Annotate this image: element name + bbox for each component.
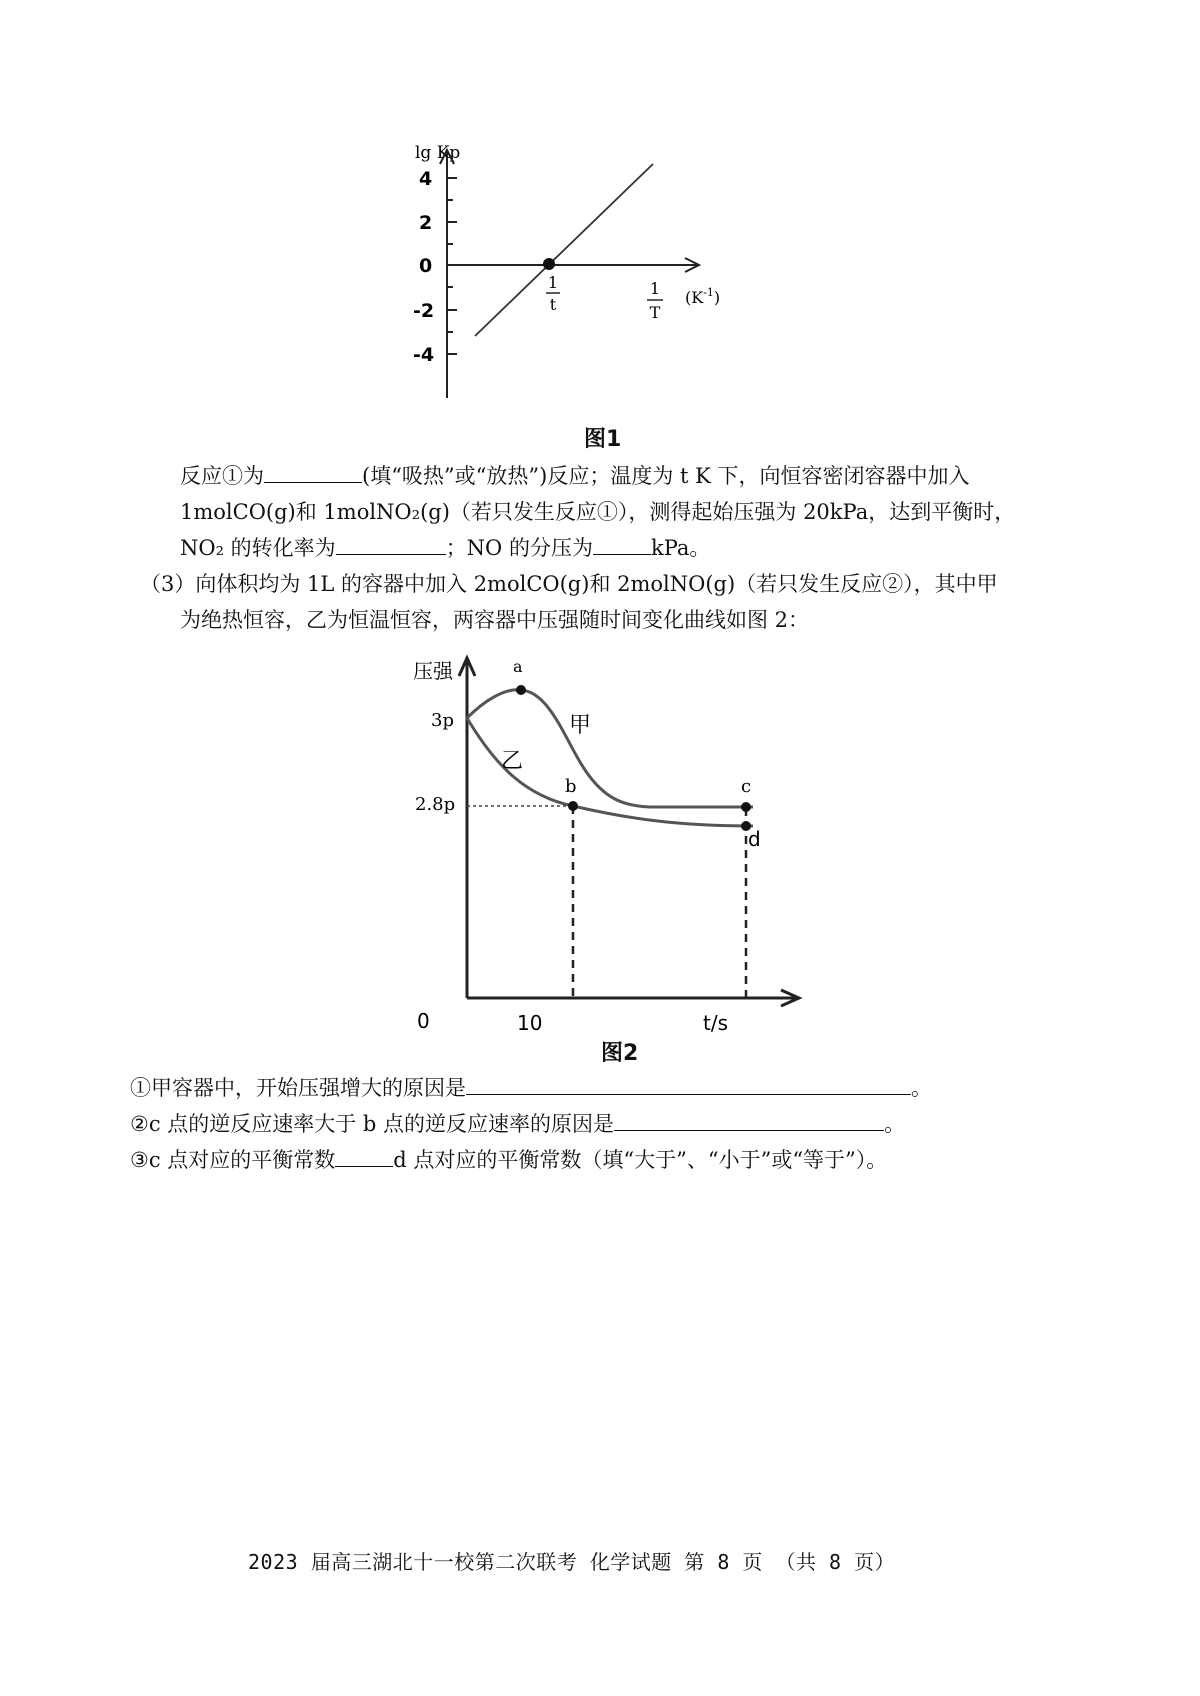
fig1-x-label-numerator: 1 (649, 279, 661, 298)
answer-blank-6[interactable] (335, 1144, 393, 1167)
page-footer: 2023 届高三湖北十一校第二次联考 化学试题 第 8 页 （共 8 页） (248, 1550, 896, 1574)
answer-blank-1[interactable] (264, 460, 362, 483)
text-segment: 。 (884, 1112, 906, 1136)
fig2-point-label-a: a (513, 657, 523, 676)
fig2-y-axis-label: 压强 (413, 659, 453, 683)
text-segment: 。 (911, 1076, 932, 1100)
fig2-x-tick-0: 0 (417, 1009, 430, 1033)
fig2-y-tick-2.8p: 2.8p (415, 794, 456, 815)
fig1-point-label-numerator: 1 (547, 273, 559, 292)
question-paragraph-line-4: （3）向体积均为 1L 的容器中加入 2molCO(g)和 2molNO(g)（若只发生反应②），其中甲 (140, 572, 998, 596)
fig2-point-label-d: d (748, 827, 761, 851)
fig2-point-c (741, 802, 751, 812)
fig1-y-tick-label: -4 (413, 344, 435, 366)
question-paragraph-line-3 (180, 530, 710, 566)
figure-2-caption: 图2 (601, 1041, 639, 1066)
fig1-y-tick-label: 0 (419, 255, 433, 277)
fig1-y-axis-label: lg Kp (415, 143, 461, 163)
fig2-point-a (516, 685, 526, 695)
text-segment: ；NO 的分压为 (445, 536, 593, 560)
fig1-point-label-denominator: t (549, 295, 557, 314)
text-segment: NO₂ 的转化率为 (180, 536, 336, 560)
fig2-x-tick-10: 10 (517, 1011, 543, 1035)
answer-blank-3[interactable] (593, 532, 651, 555)
fig2-y-tick-3p: 3p (431, 710, 454, 731)
figure-2-chart (405, 650, 805, 1040)
text-segment: kPa。 (650, 536, 711, 560)
text-segment: ①甲容器中，开始压强增大的原因是 (130, 1076, 466, 1100)
fig1-y-tick-label: -2 (413, 300, 435, 322)
text-segment: (填“吸热”或“放热”)反应；温度为 t K 下，向恒容密闭容器中加入 (362, 464, 970, 488)
fig1-y-tick-label: 4 (419, 168, 433, 190)
question-paragraph-line-5: 为绝热恒容，乙为恒温恒容，两容器中压强随时间变化曲线如图 2： (180, 608, 810, 632)
fig2-x-axis-label: t/s (703, 1011, 728, 1035)
fig1-x-label-denominator: T (649, 303, 661, 322)
question-paragraph-line-1 (180, 458, 969, 494)
fig2-point-label-b: b (565, 776, 577, 797)
figure-1-chart (395, 140, 775, 440)
text-segment: ②c 点的逆反应速率大于 b 点的逆反应速率的原因是 (130, 1112, 615, 1136)
answer-blank-5[interactable] (614, 1108, 884, 1131)
sub-question-2 (130, 1106, 905, 1142)
fig2-point-b (568, 801, 578, 811)
fig1-data-line (475, 164, 653, 336)
answer-blank-4[interactable] (466, 1072, 911, 1095)
sub-question-3 (130, 1142, 887, 1178)
fig1-x-unit: $(K^{-1})$ (685, 286, 721, 307)
text-segment: ③c 点对应的平衡常数 (130, 1148, 336, 1172)
fig2-curve-label-jia: 甲 (569, 713, 592, 738)
question-paragraph-line-2: 1molCO(g)和 1molNO₂(g)（若只发生反应①），测得起始压强为 20kPa，达到平衡时， (180, 500, 1016, 524)
fig2-curve-label-yi: 乙 (501, 749, 524, 774)
text-segment: d 点对应的平衡常数（填“大于”、“小于”或“等于”）。 (393, 1148, 888, 1172)
sub-question-1 (130, 1070, 932, 1106)
answer-blank-2[interactable] (336, 532, 446, 555)
text-segment: 反应①为 (180, 464, 264, 488)
fig1-y-tick-label: 2 (419, 212, 433, 234)
fig1-intercept-point (543, 258, 555, 270)
figure-1-caption: 图1 (584, 427, 622, 452)
fig2-point-label-c: c (741, 776, 752, 797)
